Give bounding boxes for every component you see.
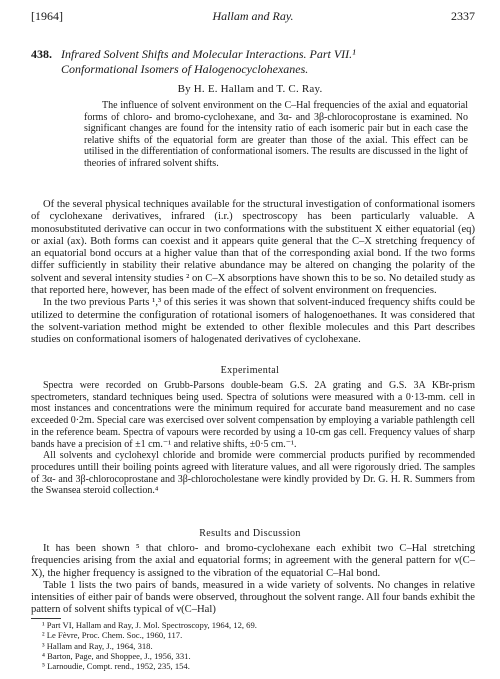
- title-line-1: Infrared Solvent Shifts and Molecular Interactions. Part VII.¹: [61, 47, 356, 61]
- results-heading: Results and Discussion: [199, 528, 301, 539]
- article-number: 438.: [31, 47, 52, 61]
- results-section: [31, 543, 475, 617]
- introduction: [31, 199, 475, 347]
- footnote: ² Le Fèvre, Proc. Chem. Soc., 1960, 117.: [42, 630, 183, 641]
- abstract: [84, 100, 468, 169]
- experimental-heading: Experimental: [220, 365, 280, 376]
- footnote: ⁴ Barton, Page, and Shoppee, J., 1956, 331.: [42, 650, 191, 661]
- intro-paragraph: Of the several physical techniques available for the structural investigation of conformational isomers of cyclohexane derivatives, infrared (i.r.) spectroscopy has been particularly valuable. A monosubstituted derivative can occur in two conformations with the substituent X either equatorial (eq) or axial (ax). Both forms can coexist and it appears quite general that the C–X stretching frequency of an equatorial bond occurs at a higher value than that of the corresponding axial bond. If the two forms differ sufficiently in stability their relative abundance may be altered on changing the polarity of the solvent and several intensity studies ² on C–X absorptions have shown this to be so. No detailed study as that reported here, however, has been made of the effect of solvent environment on frequencies.: [31, 199, 475, 297]
- page-number: 2337: [451, 9, 475, 23]
- header-year: [1964]: [31, 9, 63, 23]
- experimental-paragraph: Spectra were recorded on Grubb-Parsons double-beam G.S. 2A grating and G.S. 3A KBr-prism spectrometers, standard techniques being used. Spectra of solutions were measured with a 0·13-mm. cell in most instances and concentrations were the minimum required for accurate band measurement and no case exceeded 0·2m. Special care was exercised over solvent compensation by employing a variable pathlength cell in the reference beam. Spectra of vapours were recorded by using a 10-cm gas cell. Frequency values of sharp bands have a precision of ±1 cm.⁻¹ and relative shifts, ±0·5 cm.⁻¹.: [31, 380, 475, 450]
- author-line: By H. E. Hallam and T. C. Ray.: [177, 83, 323, 95]
- experimental-section: [31, 380, 475, 497]
- footnote-rule: [31, 618, 61, 619]
- title-line-2: Conformational Isomers of Halogenocyclohexanes.: [61, 62, 309, 76]
- footnote: ¹ Part VI, Hallam and Ray, J. Mol. Spectroscopy, 1964, 12, 69.: [42, 620, 257, 630]
- article-title: [31, 47, 475, 77]
- running-header: [31, 9, 475, 25]
- experimental-paragraph: All solvents and cyclohexyl chloride and bromide were commercial products purified by recommended procedures untill their boiling points agreed with literature values, and all were rigorously dried. The samples of 3α- and 3β-chlorocoprostane and 3β-chlorocholestane were kindly provided by Dr. G. H. R. Summers from the Swansea steroid collection.⁴: [31, 450, 475, 497]
- intro-paragraph: In the two previous Parts ¹,³ of this series it was shown that solvent-induced frequency shifts could be utilized to determine the configuration of rotational isomers of halogenoethanes. It was considered that the solvent-variation method might be extended to other flexible molecules and this Part describes studies on conformational isomers of halogenated derivatives of cyclohexane.: [31, 297, 475, 346]
- results-paragraph: Table 1 lists the two pairs of bands, measured in a wide variety of solvents. No changes in relative intensities of either pair of bands were observed, throughout the solvent range. All four bands exhibit the pattern of solvent shifts typical of ν(C–Hal): [31, 579, 475, 616]
- footnote: ³ Hallam and Ray, J., 1964, 318.: [42, 640, 153, 651]
- footnotes: [42, 620, 482, 671]
- header-authors: Hallam and Ray.: [212, 9, 294, 23]
- abstract-text: The influence of solvent environment on the C–Hal frequencies of the axial and equatorial forms of chloro- and bromo-cyclohexane, and 3α- and 3β-chlorocoprostane is examined. No significant changes are found for the intensity ratio of each isomeric pair but in each case the relative shifts of the equatorial form are greater than those of the axial. This effect can be utilised in the differentiation of conformational isomers. The results are discussed in the light of theories of infrared solvent shifts.: [84, 100, 468, 169]
- footnote: ⁵ Larnoudie, Compt. rend., 1952, 235, 154.: [42, 661, 190, 672]
- results-paragraph: It has been shown ⁵ that chloro- and bromo-cyclohexane each exhibit two C–Hal stretching frequencies arising from the axial and equatorial forms; in agreement with the general pattern for ν(C–X), the higher frequency is assigned to the vibration of the equatorial C–Hal bond.: [31, 543, 475, 579]
